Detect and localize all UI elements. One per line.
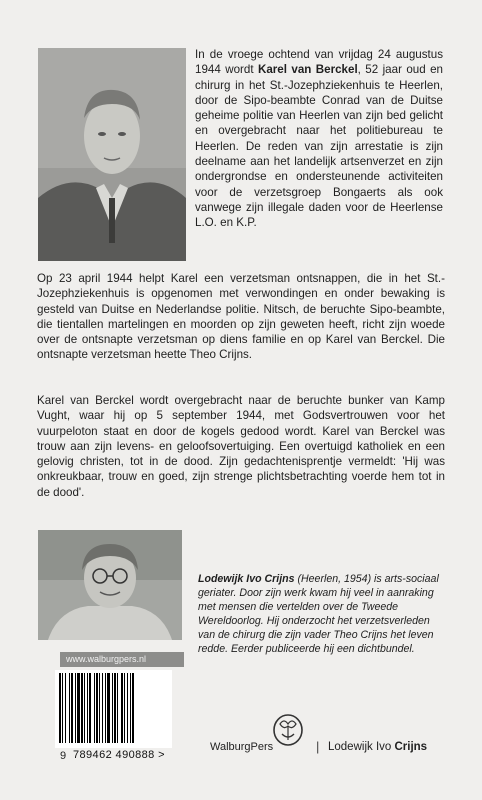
barcode-first-digit: 9 (60, 750, 67, 762)
barcode-number: 789462 490888 > (73, 749, 165, 761)
karel-name: Karel van Berckel (257, 63, 358, 77)
author-name-footer: Lodewijk Ivo Crijns (328, 741, 428, 753)
publisher-website: www.walburgpers.nl (60, 652, 184, 667)
barcode-bar (99, 673, 100, 743)
barcode-bar (75, 673, 76, 743)
barcode-bar (114, 673, 116, 743)
barcode-bar (107, 673, 110, 743)
publisher-name: WalburgPers (210, 741, 274, 753)
barcode-bar (112, 673, 113, 743)
barcode-bar (96, 673, 98, 743)
barcode-bar (94, 673, 95, 743)
walburgpers-logo-icon (270, 712, 306, 752)
intro-paragraph: In de vroege ochtend van vrijdag 24 augustus 1944 wordt Karel van Berckel, 52 jaar oud en chirurg in het St.-Jozephziekenhuis te Heerlen, door de Sipo-beambte Conrad van de Duitse geheime politie van Heerlen van zijn bed gelicht en overgebracht naar het politiebureau te Heerlen. De reden van zijn arrestatie is zijn deelname aan het landelijk artsenverzet en zijn ondergrondse en ondersteunende activiteiten voor de verzetsgroep Bongaerts als ook vanwege zijn illegale daden voor de Heerlense L.O. en K.P. (195, 48, 443, 230)
barcode-bar (105, 673, 106, 743)
barcode-bar (121, 673, 123, 743)
barcode-bar (81, 673, 83, 743)
author-bio: Lodewijk Ivo Crijns (Heerlen, 1954) is arts-sociaal geriater. Door zijn werk kwam hij veel in aanraking met mensen die vertelden over de Tweede Wereldoorlog. Hij onderzocht het verzetsverleden van de chirurg die zijn vader Theo Crijns het leven redde. Eerder publiceerde hij een dichtbundel. (198, 573, 439, 655)
barcode-bar (69, 673, 70, 743)
execution-paragraph: Karel van Berckel wordt overgebracht naar de beruchte bunker van Kamp Vught, waar hij op 5 september 1944, met Godsvertrouwen voor het vuurpeloton staat en door de kogels gedood wordt. Karel van Berckel was trouw aan zijn levens- en geloofsovertuiging. Een overtuigd katholiek en een gelovig christen, tot in de dood. Zijn gedachtenisprentje vermeldt: 'Hij was onkreukbaar, trouw en goed, zijn strenge plichtsbetrachting voerde hem tot in de dood'. (37, 394, 445, 499)
barcode-bar (65, 673, 66, 743)
barcode-bar (84, 673, 85, 743)
barcode-bar (87, 673, 88, 743)
isbn-barcode (55, 670, 172, 748)
barcode-bar (127, 673, 128, 743)
barcode-bar (132, 673, 134, 743)
barcode-bar (77, 673, 80, 743)
footer-divider: | (316, 739, 320, 754)
escape-paragraph: Op 23 april 1944 helpt Karel een verzetsman ontsnappen, die in het St.-Jozephziekenhuis is opgenomen met verwondingen en onder bewaking is gesteld van Duitse en Nederlandse politie. Nitsch, de beruchte Sipo-beambte, die tientallen martelingen en moorden op zijn geweten heeft, richt zijn woede over de ontsnapte verzetsman op diens familie en op Karel van Berckel. Die ontsnapte verzetsman heette Theo Crijns. (37, 272, 445, 362)
barcode-bar (124, 673, 125, 743)
karel-van-berckel-photo (38, 48, 186, 261)
barcode-bar (62, 673, 63, 743)
barcode-bar (71, 673, 73, 743)
barcode-bar (89, 673, 91, 743)
author-photo (38, 530, 182, 640)
barcode-bar (130, 673, 131, 743)
barcode-bar (117, 673, 118, 743)
barcode-bar (59, 673, 61, 743)
barcode-bar (102, 673, 103, 743)
